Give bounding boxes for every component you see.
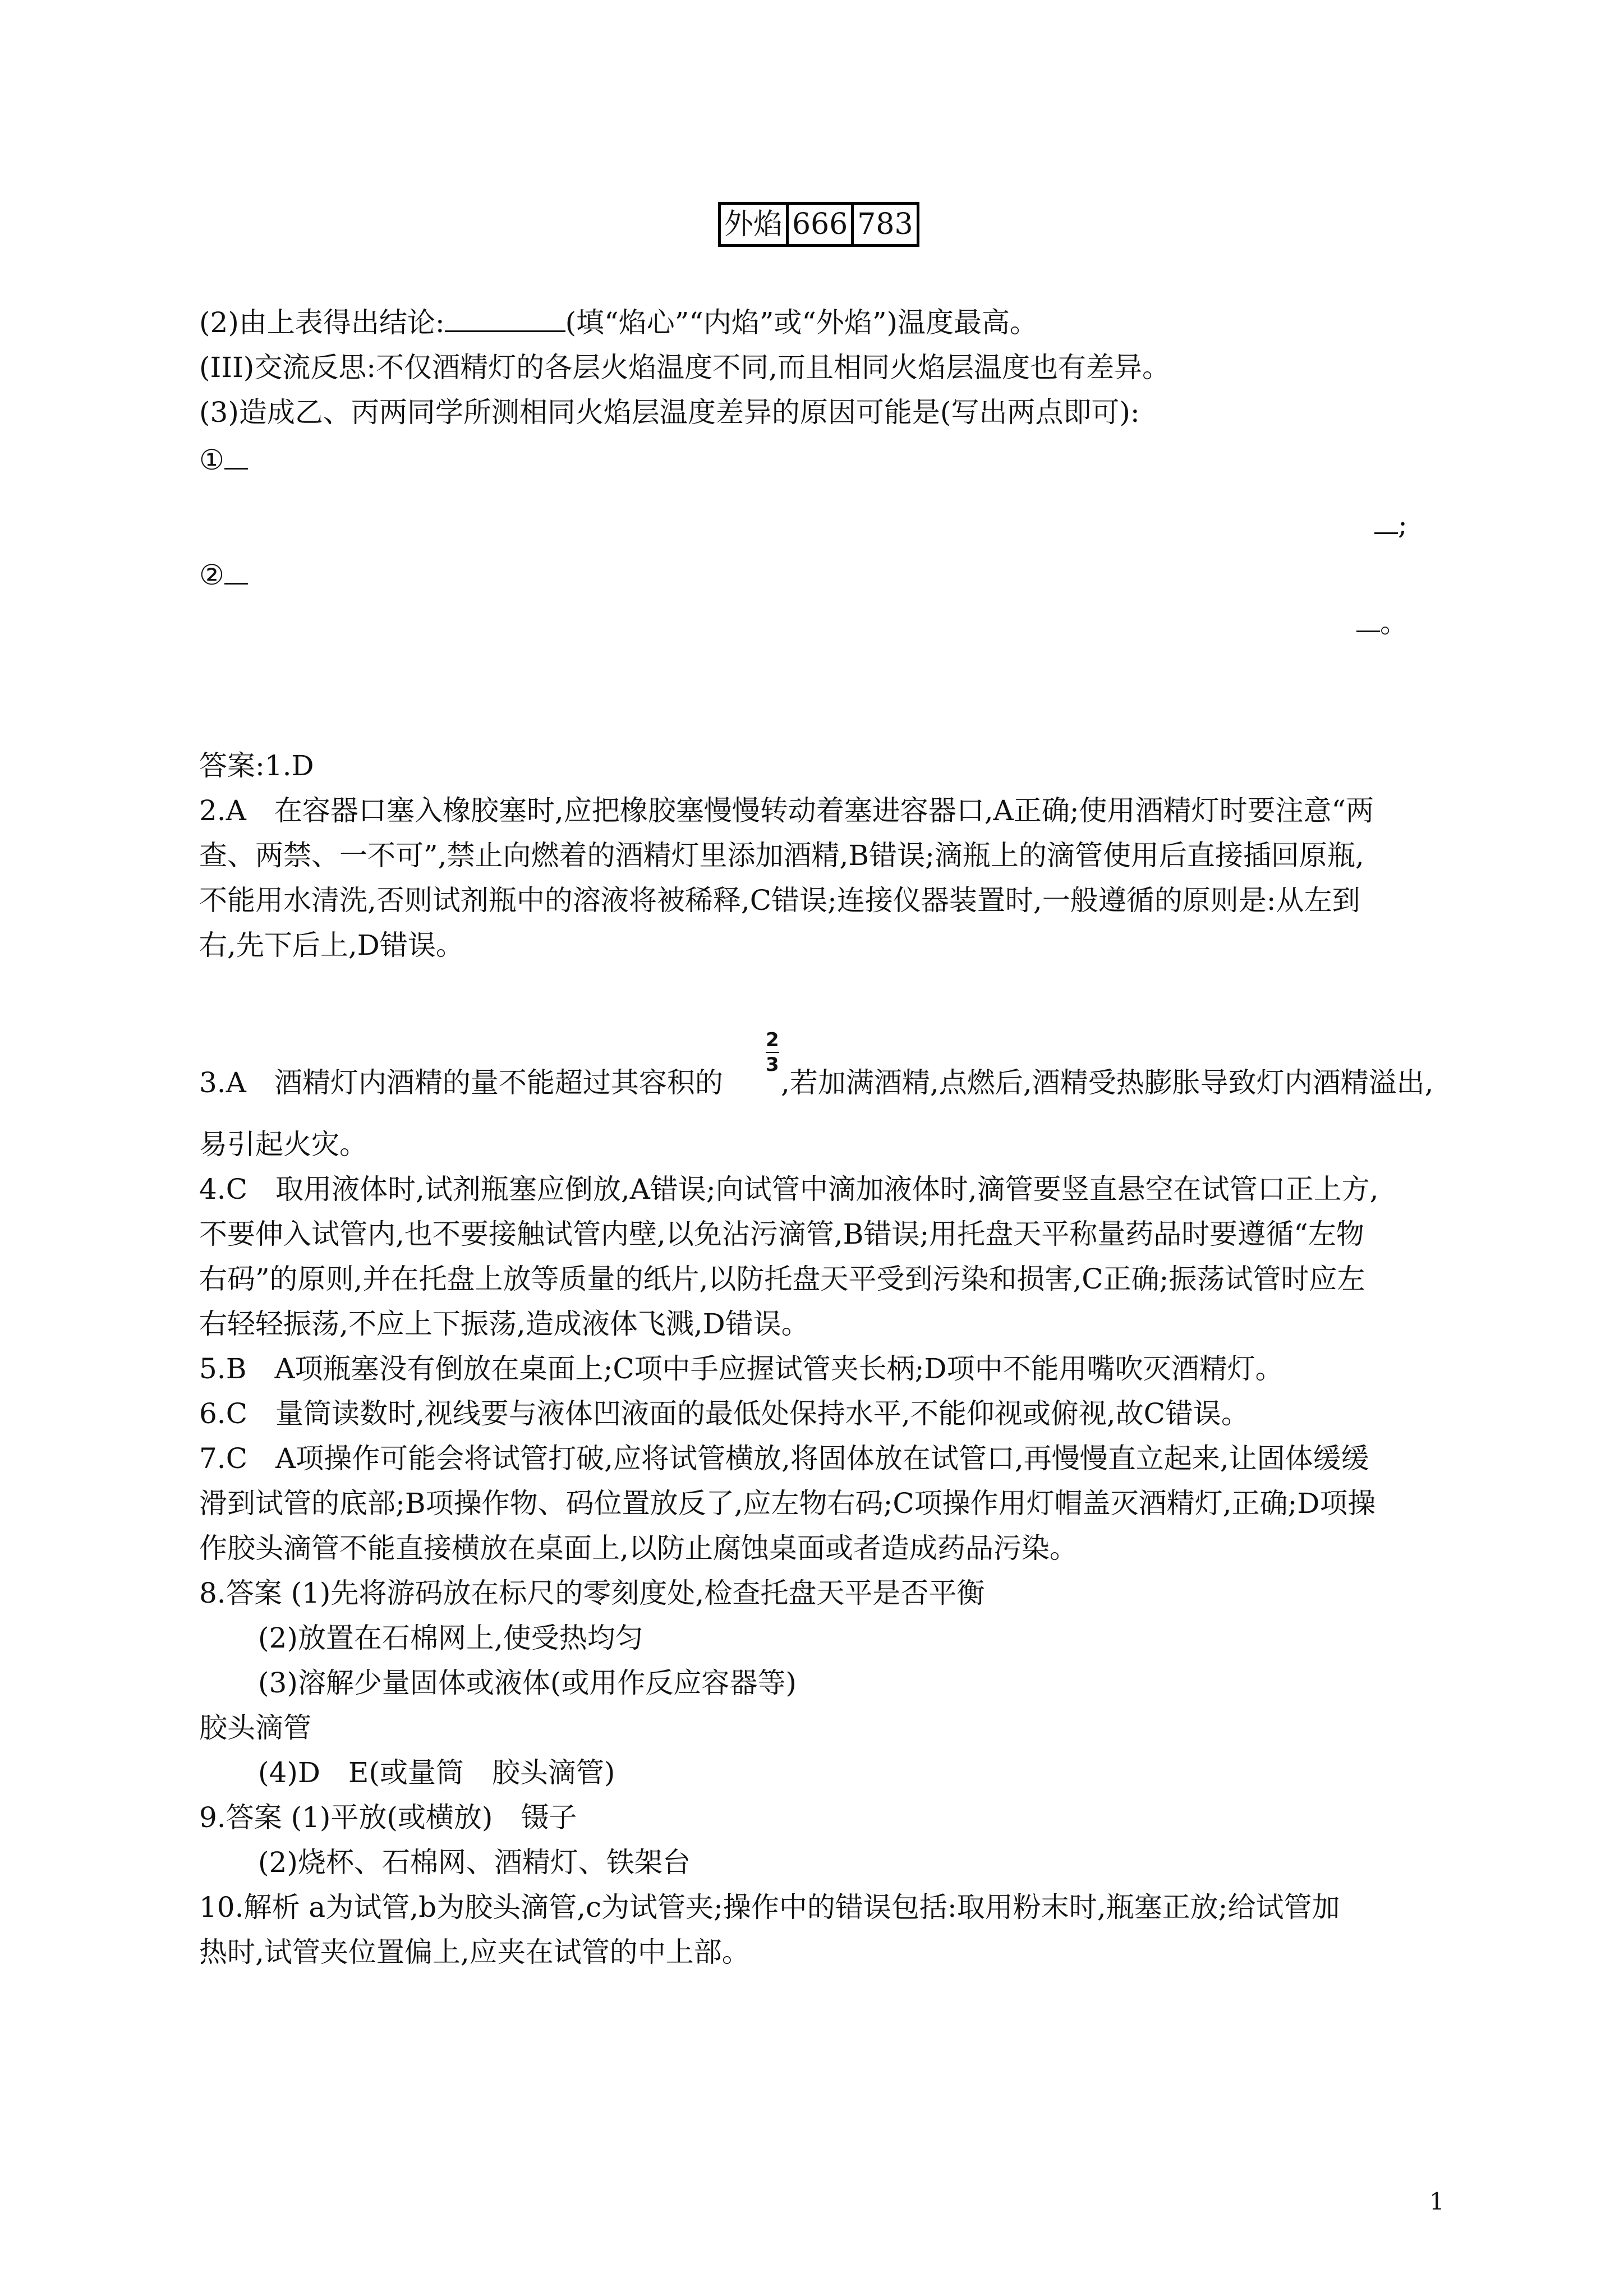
question-2-suffix: (填“焰心”“内焰”或“外焰”)温度最高。 xyxy=(565,306,1038,339)
answer-4-line-3: 右码”的原则,并在托盘上放等质量的纸片,以防托盘天平受到污染和损害,C正确;振荡试管时应左 xyxy=(199,1263,1365,1295)
answer-10-line-2: 热时,试管夹位置偏上,应夹在试管的中上部。 xyxy=(199,1936,750,1968)
blank-2-start: ② xyxy=(199,558,248,592)
reflection-text: (III)交流反思:不仅酒精灯的各层火焰温度不同,而且相同火焰层温度也有差异。 xyxy=(199,351,1171,384)
answer-3-line-2: 易引起火灾。 xyxy=(199,1128,367,1161)
blank-2-end: 。 xyxy=(1356,606,1408,639)
table-cell-label: 外焰 xyxy=(720,204,788,246)
answer-8-part-1: 8.答案 (1)先将游码放在标尺的零刻度处,检查托盘天平是否平衡 xyxy=(199,1577,985,1609)
blank-1-start: ① xyxy=(199,443,248,477)
answer-8-part-4: (4)D E(或量筒 胶头滴管) xyxy=(258,1756,615,1789)
answer-4-line-1: 4.C 取用液体时,试剂瓶塞应倒放,A错误;向试管中滴加液体时,滴管要竖直悬空在试管口正上方, xyxy=(199,1173,1379,1205)
answer-4-line-4: 右轻轻振荡,不应上下振荡,造成液体飞溅,D错误。 xyxy=(199,1308,809,1340)
answer-6: 6.C 量筒读数时,视线要与液体凹液面的最低处保持水平,不能仰视或俯视,故C错误。 xyxy=(199,1397,1249,1430)
answer-3-after: ,若加满酒精,点燃后,酒精受热膨胀导致灯内酒精溢出, xyxy=(781,1066,1434,1099)
question-2-prefix: (2)由上表得出结论: xyxy=(199,306,445,339)
answer-8-part-3: (3)溶解少量固体或液体(或用作反应容器等) xyxy=(258,1667,797,1699)
answer-2-line-3: 不能用水清洗,否则试剂瓶中的溶液将被稀释,C错误;连接仪器装置时,一般遵循的原则是:从左到 xyxy=(199,884,1360,917)
table-cell-value-1: 666 xyxy=(788,204,853,246)
question-3: (3)造成乙、丙两同学所测相同火焰层温度差异的原因可能是(写出两点即可): xyxy=(199,396,1140,429)
answer-2-line-1: 2.A 在容器口塞入橡胶塞时,应把橡胶塞慢慢转动着塞进容器口,A正确;使用酒精灯时要注意“两 xyxy=(199,794,1374,827)
answer-7-line-2: 滑到试管的底部;B项操作物、码位置放反了,应左物右码;C项操作用灯帽盖灭酒精灯,正确;D项操 xyxy=(199,1487,1376,1520)
fraction-two-thirds: 2 3 xyxy=(766,1029,779,1076)
answer-3-before: 3.A 酒精灯内酒精的量不能超过其容积的 xyxy=(199,1066,723,1099)
blank-1-end: ; xyxy=(1374,508,1407,541)
question-2 xyxy=(199,306,1038,339)
answer-blank xyxy=(445,306,565,332)
temperature-table-row xyxy=(718,202,919,247)
answer-4-line-2: 不要伸入试管内,也不要接触试管内壁,以免沾污滴管,B错误;用托盘天平称量药品时要遵循“左物 xyxy=(199,1218,1364,1250)
answer-1: 答案:1.D xyxy=(199,749,314,782)
answer-7-line-3: 作胶头滴管不能直接横放在桌面上,以防止腐蚀桌面或者造成药品污染。 xyxy=(199,1532,1078,1565)
answer-9-part-1: 9.答案 (1)平放(或横放) 镊子 xyxy=(199,1801,577,1834)
page-number: 1 xyxy=(1429,2188,1444,2215)
answer-10-line-1: 10.解析 a为试管,b为胶头滴管,c为试管夹;操作中的错误包括:取用粉末时,瓶塞正放;给试管加 xyxy=(199,1891,1340,1924)
answer-9-part-2: (2)烧杯、石棉网、酒精灯、铁架台 xyxy=(258,1846,691,1879)
answer-2-line-2: 查、两禁、一不可”,禁止向燃着的酒精灯里添加酒精,B错误;滴瓶上的滴管使用后直接插回原瓶, xyxy=(199,839,1364,872)
answer-5: 5.B A项瓶塞没有倒放在桌面上;C项中手应握试管夹长柄;D项中不能用嘴吹灭酒精灯。 xyxy=(199,1352,1283,1385)
answer-7-line-1: 7.C A项操作可能会将试管打破,应将试管横放,将固体放在试管口,再慢慢直立起来,让固体缓缓 xyxy=(199,1442,1369,1475)
answer-2-line-4: 右,先下后上,D错误。 xyxy=(199,929,464,961)
answer-8-part-2: (2)放置在石棉网上,使受热均匀 xyxy=(258,1622,643,1654)
answer-8-part-3b: 胶头滴管 xyxy=(199,1711,311,1744)
table-cell-value-2: 783 xyxy=(853,204,918,246)
